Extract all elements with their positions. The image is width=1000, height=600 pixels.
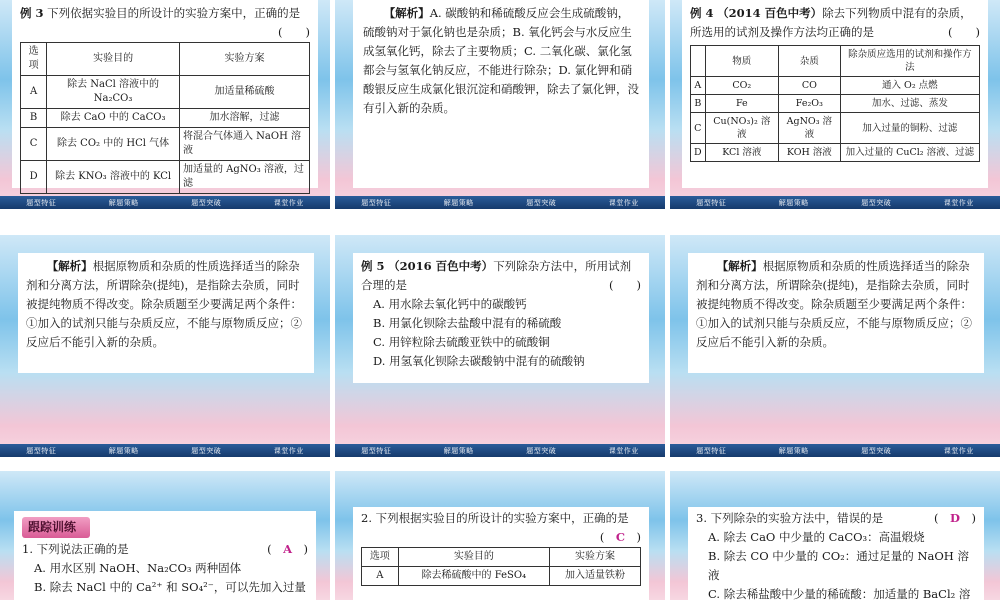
slide-nav-bar (670, 196, 1000, 209)
nav-item-features[interactable]: 题型特征 (26, 198, 57, 207)
answer-paren: ( D ) (934, 511, 976, 525)
nav-item-features[interactable]: 题型特征 (26, 446, 57, 455)
question-text: 下列依据实验目的所设计的实验方案中，正确的是 (47, 6, 301, 20)
nav-item-homework[interactable]: 课堂作业 (273, 198, 304, 207)
table-cell: 加入过量的铜粉、过滤 (840, 113, 979, 144)
nav-item-homework[interactable]: 课堂作业 (608, 446, 639, 455)
nav-item-features[interactable]: 题型特征 (361, 446, 392, 455)
option-b[interactable]: B. 除去 CO 中少量的 CO₂：通过足量的 NaOH 溶液 (708, 549, 969, 582)
table-cell: A (362, 567, 399, 586)
table-cell: 加入适量铁粉 (550, 567, 641, 586)
slide-analysis-5[interactable] (670, 235, 1000, 457)
slide-example-5[interactable] (335, 235, 665, 457)
slide-nav-bar (335, 444, 665, 457)
table-header: 实验方案 (550, 548, 641, 567)
analysis-text-block (26, 257, 306, 352)
practice-badge: 跟踪训练 (22, 517, 90, 538)
table-header: 物质 (705, 46, 778, 77)
table-cell: Cu(NO₃)₂ 溶液 (705, 113, 778, 144)
table-cell: 除去 CaO 中的 CaCO₃ (47, 109, 180, 128)
table-cell: A (691, 77, 706, 95)
table-header: 实验方案 (180, 43, 310, 76)
question-stem (361, 509, 641, 544)
table-cell: AgNO₃ 溶液 (779, 113, 841, 144)
slide-example-3[interactable] (0, 0, 330, 209)
table-cell: C (21, 128, 47, 161)
table-cell: KOH 溶液 (779, 144, 841, 162)
table-row (691, 144, 980, 162)
nav-item-strategy[interactable]: 解题策略 (778, 446, 809, 455)
option-c[interactable]: C. 除去稀盐酸中少量的稀硫酸：加适量的 BaCl₂ 溶 (708, 587, 971, 600)
example-label: 例 3 (20, 6, 44, 20)
table-cell: 加适量稀硫酸 (180, 76, 310, 109)
analysis-text: 根据原物质和杂质的性质选择适当的除杂剂和分离方法，所谓除杂(提纯)，是指除去杂质，同时被提纯物质不得改变。除杂质题至少要满足两个条件：①加入的试剂只能与杂质反应，不能与原物质反应；②反应后不能引入新的杂质。 (26, 259, 302, 349)
answer-value: C (615, 530, 625, 544)
slide-practice-1[interactable] (0, 471, 330, 600)
question-panel (682, 0, 988, 188)
practice-panel (353, 507, 649, 600)
table-cell: A (21, 76, 47, 109)
answer-value: D (950, 511, 960, 525)
answer-paren: ( A ) (267, 542, 308, 556)
question-stem (361, 257, 641, 295)
table-cell: Fe₂O₃ (779, 95, 841, 113)
analysis-label: 【解析】 (46, 259, 93, 273)
option-c[interactable]: C. 用锌粒除去硫酸亚铁中的硫酸铜 (373, 335, 550, 349)
nav-item-breakthrough[interactable]: 题型突破 (526, 446, 557, 455)
option-a[interactable]: A. 用水区别 NaOH、Na₂CO₃ 两种固体 (34, 561, 242, 575)
table-cell: C (691, 113, 706, 144)
question-panel (12, 0, 318, 188)
question-source: （2016 百色中考） (388, 259, 494, 273)
slide-analysis-4[interactable] (0, 235, 330, 457)
table-header: 实验目的 (47, 43, 180, 76)
slide-analysis-3[interactable] (335, 0, 665, 209)
table-cell: 加入过量的 CuCl₂ 溶液、过滤 (840, 144, 979, 162)
nav-item-strategy[interactable]: 解题策略 (108, 198, 139, 207)
table-cell: 除去 KNO₃ 溶液中的 KCl (47, 161, 180, 194)
answer-paren: ( ) (948, 25, 980, 39)
question-stem (22, 540, 308, 559)
question-panel (353, 253, 649, 383)
table-cell: B (691, 95, 706, 113)
table-header-row (691, 46, 980, 77)
table-row (21, 76, 310, 109)
table-cell: 加适量的 AgNO₃ 溶液，过滤 (180, 161, 310, 194)
slide-nav-bar (335, 196, 665, 209)
nav-item-breakthrough[interactable]: 题型突破 (191, 446, 222, 455)
nav-item-homework[interactable]: 课堂作业 (273, 446, 304, 455)
table-header: 除杂质应选用的试剂和操作方法 (840, 46, 979, 77)
table-cell: D (21, 161, 47, 194)
impurity-table (690, 45, 980, 162)
slide-nav-bar (0, 444, 330, 457)
table-cell: 除去稀硫酸中的 FeSO₄ (398, 567, 549, 586)
question-text: 除去下列物质中混有的杂质，所选用的试剂及操作方法均正确的是 (690, 6, 972, 39)
slide-nav-bar (0, 196, 330, 209)
table-cell: B (21, 109, 47, 128)
nav-item-strategy[interactable]: 解题策略 (108, 446, 139, 455)
nav-item-breakthrough[interactable]: 题型突破 (861, 198, 892, 207)
table-cell: 通入 O₂ 点燃 (840, 77, 979, 95)
answer-value: A (283, 542, 292, 556)
practice-panel (14, 511, 316, 600)
question-stem (696, 509, 976, 528)
table-header: 实验目的 (398, 548, 549, 567)
nav-item-homework[interactable]: 课堂作业 (608, 198, 639, 207)
experiment-table (20, 42, 310, 194)
analysis-panel (688, 253, 984, 373)
table-row (21, 109, 310, 128)
option-a[interactable]: A. 除去 CaO 中少量的 CaCO₃：高温煅烧 (708, 530, 925, 544)
table-cell: 除去 CO₂ 中的 HCl 气体 (47, 128, 180, 161)
analysis-text: 根据原物质和杂质的性质选择适当的除杂剂和分离方法，所谓除杂(提纯)，是指除去杂质，同时被提纯物质不得改变。除杂质题至少要满足两个条件：①加入的试剂只能与杂质反应，不能与原物质反应；②反应后不能引入新的杂质。 (696, 259, 972, 349)
table-header: 选项 (362, 548, 399, 567)
nav-item-breakthrough[interactable]: 题型突破 (526, 198, 557, 207)
slide-nav-bar (670, 444, 1000, 457)
analysis-label: 【解析】 (383, 6, 430, 20)
table-cell: 加水、过滤、蒸发 (840, 95, 979, 113)
table-header-row (362, 548, 641, 567)
nav-item-features[interactable]: 题型特征 (361, 198, 392, 207)
nav-item-strategy[interactable]: 解题策略 (778, 198, 809, 207)
table-row (691, 77, 980, 95)
analysis-panel (353, 0, 649, 188)
option-b[interactable]: B. 除去 NaCl 中的 Ca²⁺ 和 SO₄²⁻，可以先加入过量 (34, 580, 306, 594)
table-header: 杂质 (779, 46, 841, 77)
table-cell: Fe (705, 95, 778, 113)
nav-item-homework[interactable]: 课堂作业 (943, 198, 974, 207)
nav-item-breakthrough[interactable]: 题型突破 (191, 198, 222, 207)
question-text: 3. 下列除杂的实验方法中，错误的是 (696, 511, 884, 525)
answer-paren: ( C ) (599, 530, 641, 544)
analysis-panel (18, 253, 314, 373)
table-header (691, 46, 706, 77)
question-source: （2014 百色中考） (717, 6, 823, 20)
nav-item-strategy[interactable]: 解题策略 (443, 198, 474, 207)
nav-item-breakthrough[interactable]: 题型突破 (861, 446, 892, 455)
table-cell: CO₂ (705, 77, 778, 95)
nav-item-features[interactable]: 题型特征 (696, 198, 727, 207)
question-text: 1. 下列说法正确的是 (22, 542, 129, 556)
slide-example-4[interactable] (670, 0, 1000, 209)
option-d[interactable]: D. 用氢氧化钡除去碳酸钠中混有的硫酸钠 (373, 354, 585, 368)
example-label: 例 5 (361, 259, 385, 273)
question-stem (690, 4, 980, 42)
table-cell: 将混合气体通入 NaOH 溶液 (180, 128, 310, 161)
table-row (691, 95, 980, 113)
answer-paren: ( ) (609, 278, 641, 292)
practice-panel (688, 507, 984, 600)
nav-item-features[interactable]: 题型特征 (696, 446, 727, 455)
nav-item-homework[interactable]: 课堂作业 (943, 446, 974, 455)
slide-practice-2[interactable] (335, 471, 665, 600)
example-label: 例 4 (690, 6, 714, 20)
question-text: 2. 下列根据实验目的所设计的实验方案中，正确的是 (361, 511, 629, 525)
question-stem (20, 4, 310, 39)
analysis-text-block (363, 4, 639, 118)
table-cell: D (691, 144, 706, 162)
table-row (362, 567, 641, 586)
table-row (21, 128, 310, 161)
answer-paren: ( ) (278, 25, 310, 39)
nav-item-strategy[interactable]: 解题策略 (443, 446, 474, 455)
table-header: 选项 (21, 43, 47, 76)
analysis-label: 【解析】 (716, 259, 763, 273)
table-cell: CO (779, 77, 841, 95)
slide-practice-3[interactable] (670, 471, 1000, 600)
analysis-text-block (696, 257, 976, 352)
option-b[interactable]: B. 用氯化钡除去盐酸中混有的稀硫酸 (373, 316, 562, 330)
experiment-table (361, 547, 641, 586)
table-header-row (21, 43, 310, 76)
question-text: 下列除杂方法中，所用试剂合理的是 (361, 259, 632, 292)
option-a[interactable]: A. 用水除去氧化钙中的碳酸钙 (373, 297, 527, 311)
table-cell: KCl 溶液 (705, 144, 778, 162)
analysis-text: A. 碳酸钠和稀硫酸反应会生成硫酸钠，硫酸钠对于氯化钠也是杂质；B. 氧化钙会与水反应生成氢氧化钙，除去了主要物质；C. 二氧化碳、氯化氢都会与氢氧化钠反应，不能进行除杂；D. 氯化钾和硝酸银反应生成氯化银沉淀和硝酸钾，除去了氯化钾，没有引入新的杂质。 (363, 6, 639, 115)
table-row (21, 161, 310, 194)
table-row (691, 113, 980, 144)
table-cell: 除去 NaCl 溶液中的 Na₂CO₃ (47, 76, 180, 109)
table-cell: 加水溶解，过滤 (180, 109, 310, 128)
